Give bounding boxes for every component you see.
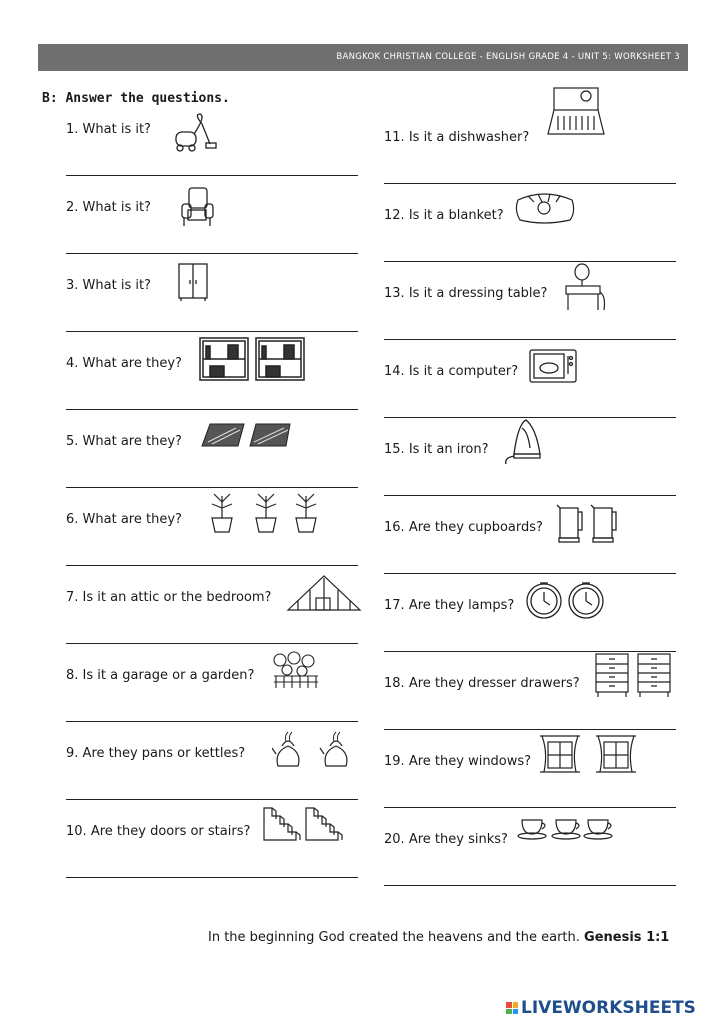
question-text: Are they dresser drawers? [408, 676, 580, 691]
armchair-icon [180, 186, 214, 228]
answer-line[interactable] [66, 175, 358, 176]
question-text: Is it a computer? [408, 364, 519, 379]
answer-line[interactable] [66, 721, 358, 722]
liveworksheets-logo[interactable] [506, 998, 696, 1018]
question-number: 2. [66, 200, 79, 215]
electric-kettles-icon [556, 504, 620, 544]
question-number: 8. [66, 668, 79, 683]
answer-line[interactable] [384, 183, 676, 184]
question-text: What is it? [82, 200, 151, 215]
plants-icon [204, 488, 322, 534]
question-text: What is it? [82, 122, 151, 137]
bible-verse [208, 930, 669, 945]
question-text: What is it? [82, 278, 151, 293]
clocks-icon [524, 580, 606, 620]
vacuum-cleaner-icon [172, 110, 220, 154]
answer-line[interactable] [384, 339, 676, 340]
answer-line[interactable] [66, 877, 358, 878]
attic-icon [286, 572, 362, 612]
answer-line[interactable] [384, 729, 676, 730]
kettles-icon [272, 728, 354, 768]
question-number: 17. [384, 598, 405, 613]
answer-line[interactable] [384, 807, 676, 808]
verse-text: In the beginning God created the heavens and the earth. [208, 930, 580, 945]
cups-icon [516, 814, 616, 842]
question-text: Are they pans or kettles? [82, 746, 246, 761]
rugs-icon [200, 420, 294, 450]
brand-text: LIVEWORKSHEETS [521, 998, 696, 1018]
iron-icon [500, 418, 548, 466]
question-number: 4. [66, 356, 79, 371]
answer-line[interactable] [66, 565, 358, 566]
question-number: 1. [66, 122, 79, 137]
microwave-icon [528, 348, 578, 384]
question-number: 3. [66, 278, 79, 293]
question-text: Is it an iron? [408, 442, 489, 457]
header-bar [38, 44, 688, 71]
question-text: What are they? [82, 434, 182, 449]
stairs-icon [262, 806, 348, 842]
question-text: Are they windows? [408, 754, 532, 769]
question-text: Are they cupboards? [408, 520, 543, 535]
question-text: What are they? [82, 512, 182, 527]
header-title: BANGKOK CHRISTIAN COLLEGE - ENGLISH GRADE 4 - UNIT 5: WORKSHEET 3 [336, 52, 680, 62]
question-text: Are they sinks? [408, 832, 508, 847]
logo-icon [506, 1002, 518, 1014]
question-text: Is it a dressing table? [408, 286, 548, 301]
answer-line[interactable] [384, 261, 676, 262]
answer-line[interactable] [66, 253, 358, 254]
question-number: 7. [66, 590, 79, 605]
section-title: B: Answer the questions. [42, 91, 230, 106]
question-number: 16. [384, 520, 405, 535]
answer-line[interactable] [66, 331, 358, 332]
question-text: Is it a garage or a garden? [82, 668, 255, 683]
question-number: 19. [384, 754, 405, 769]
question-number: 10. [66, 824, 87, 839]
dressing-table-icon [562, 262, 608, 312]
question-text: Is it a blanket? [408, 208, 504, 223]
windows-icon [538, 732, 638, 776]
garden-icon [270, 650, 322, 690]
question-number: 20. [384, 832, 405, 847]
question-text: Are they lamps? [408, 598, 515, 613]
dishwasher-icon [546, 86, 608, 138]
question-text: Are they doors or stairs? [90, 824, 251, 839]
question-number: 13. [384, 286, 405, 301]
dressers-icon [594, 652, 672, 698]
answer-line[interactable] [384, 885, 676, 886]
answer-line[interactable] [66, 799, 358, 800]
question-number: 11. [384, 130, 405, 145]
bookshelves-icon [198, 336, 306, 382]
question-number: 14. [384, 364, 405, 379]
question-number: 15. [384, 442, 405, 457]
answer-line[interactable] [384, 495, 676, 496]
question-text: What are they? [82, 356, 182, 371]
question-text: Is it a dishwasher? [408, 130, 530, 145]
answer-line[interactable] [66, 409, 358, 410]
answer-line[interactable] [384, 573, 676, 574]
question-text: Is it an attic or the bedroom? [82, 590, 272, 605]
question-number: 5. [66, 434, 79, 449]
verse-reference: Genesis 1:1 [584, 930, 670, 945]
wardrobe-icon [176, 262, 210, 302]
question-number: 18. [384, 676, 405, 691]
question-number: 12. [384, 208, 405, 223]
answer-line[interactable] [66, 643, 358, 644]
question-number: 6. [66, 512, 79, 527]
pillow-icon [514, 186, 576, 226]
question-number: 9. [66, 746, 79, 761]
